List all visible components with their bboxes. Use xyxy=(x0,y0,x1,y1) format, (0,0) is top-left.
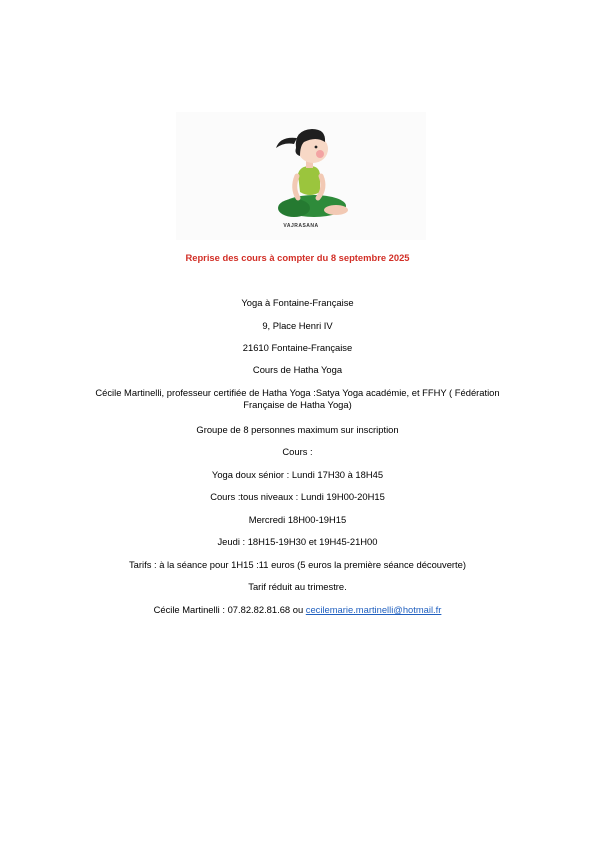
courses-label: Cours : xyxy=(282,446,313,457)
contact-line xyxy=(0,604,595,616)
address-line-1: Yoga à Fontaine-Française xyxy=(241,297,354,308)
image-caption: VAJRASANA xyxy=(283,223,319,229)
headline: Reprise des cours à compter du 8 septembre 2025 xyxy=(185,252,410,263)
schedule-thursday: Jeudi : 18H15-19H30 et 19H45-21H00 xyxy=(217,536,378,547)
address-line-2: 9, Place Henri IV xyxy=(262,320,333,331)
teacher-description: Cécile Martinelli, professeur certifiée de Hatha Yoga :Satya Yoga académie, et FFHY ( Fédération Française de Hatha Yoga) xyxy=(95,387,500,410)
vajrasana-figure-icon xyxy=(176,112,426,240)
address-line-3: 21610 Fontaine-Française xyxy=(242,342,353,353)
group-info: Groupe de 8 personnes maximum sur inscription xyxy=(196,424,399,435)
schedule-senior: Yoga doux sénior : Lundi 17H30 à 18H45 xyxy=(211,469,384,480)
contact-email-link[interactable]: cecilemarie.martinelli@hotmail.fr xyxy=(305,604,442,615)
schedule-wednesday: Mercredi 18H00-19H15 xyxy=(248,514,347,525)
contact-phone: Cécile Martinelli : 07.82.82.81.68 ou xyxy=(153,604,306,615)
pricing-session: Tarifs : à la séance pour 1H15 :11 euros (5 euros la première séance découverte) xyxy=(129,559,466,570)
yoga-illustration xyxy=(176,112,426,240)
schedule-all-levels: Cours :tous niveaux : Lundi 19H00-20H15 xyxy=(210,491,385,502)
pricing-reduced: Tarif réduit au trimestre. xyxy=(248,581,347,592)
course-title: Cours de Hatha Yoga xyxy=(252,364,343,375)
